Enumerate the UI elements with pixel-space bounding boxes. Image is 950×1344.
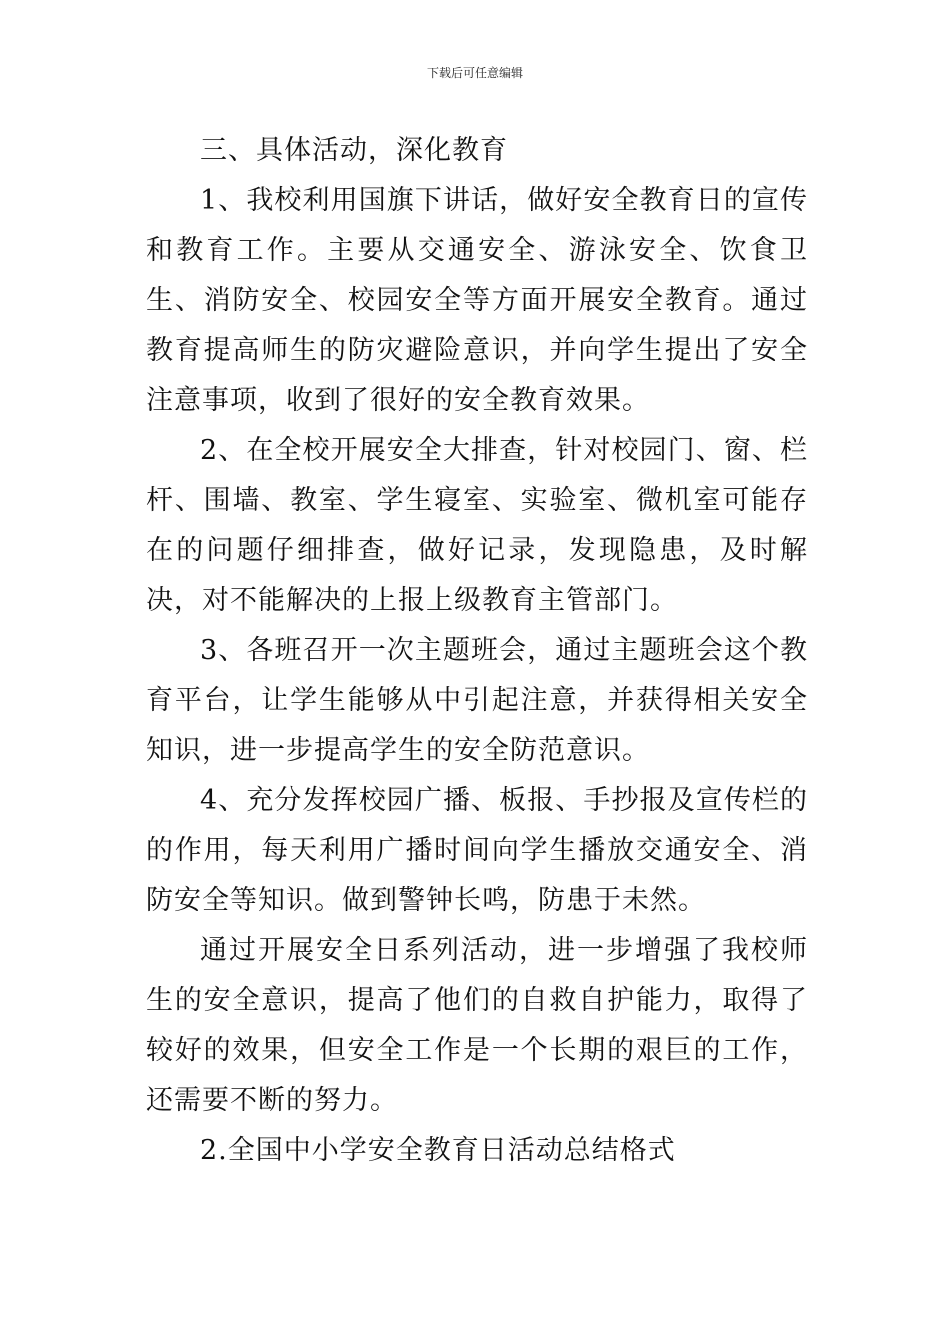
next-section-title: 2.全国中小学安全教育日活动总结格式 (200, 1135, 676, 1166)
document-body (146, 126, 808, 1176)
paragraph-item-3: 3、各班召开一次主题班会，通过主题班会这个教育平台，让学生能够从中引起注意，并获得相关安全知识，进一步提高学生的安全防范意识。 (146, 635, 808, 766)
paragraph-item-1: 1、我校利用国旗下讲话，做好安全教育日的宣传和教育工作。主要从交通安全、游泳安全、饮食卫生、消防安全、校园安全等方面开展安全教育。通过教育提高师生的防灾避险意识，并向学生提出了安全注意事项，收到了很好的安全教育效果。 (146, 185, 808, 416)
page-header: 下载后可任意编辑 (426, 66, 523, 80)
paragraph-item-4: 4、充分发挥校园广播、板报、手抄报及宣传栏的的作用，每天利用广播时间向学生播放交通安全、消防安全等知识。做到警钟长鸣，防患于未然。 (146, 785, 808, 916)
paragraph-summary: 通过开展安全日系列活动，进一步增强了我校师生的安全意识，提高了他们的自救自护能力，取得了较好的效果，但安全工作是一个长期的艰巨的工作，还需要不断的努力。 (146, 935, 808, 1116)
section-heading: 三、具体活动，深化教育 (200, 135, 508, 166)
paragraph-item-2: 2、在全校开展安全大排查，针对校园门、窗、栏杆、围墙、教室、学生寝室、实验室、微机室可能存在的问题仔细排查，做好记录，发现隐患，及时解决，对不能解决的上报上级教育主管部门。 (146, 435, 808, 616)
